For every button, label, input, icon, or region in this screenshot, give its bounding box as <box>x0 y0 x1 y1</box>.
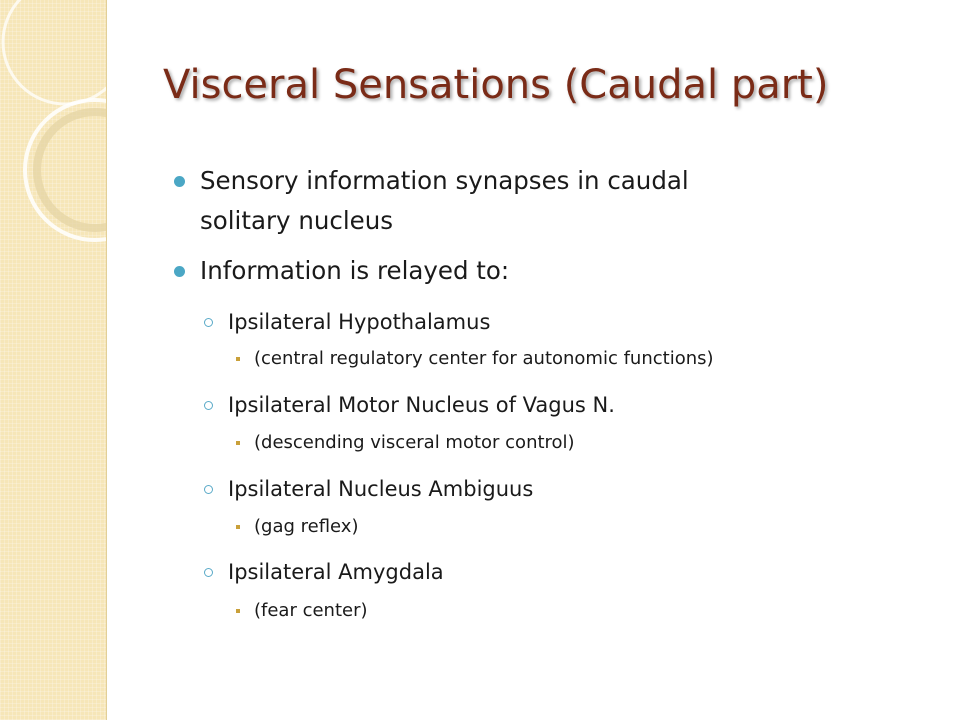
relay-nucleus-ambiguus: Ipsilateral Nucleus Ambiguus <box>228 477 534 501</box>
relay-vagus-motor-note: (descending visceral motor control) <box>254 432 575 453</box>
decorative-side-band <box>0 0 107 720</box>
bullet-dot-icon <box>174 266 185 277</box>
bullet-ring-icon <box>204 401 213 410</box>
bullet-square-icon <box>236 441 240 445</box>
bullet-square-icon <box>236 609 240 613</box>
bullet-relayed: Information is relayed to: <box>200 256 510 285</box>
bullet-square-icon <box>236 525 240 529</box>
slide-title: Visceral Sensations (Caudal part) <box>163 62 829 108</box>
relay-nucleus-ambiguus-note: (gag reflex) <box>254 516 359 537</box>
bullet-sensory-line1: Sensory information synapses in caudal <box>200 166 689 195</box>
relay-hypothalamus: Ipsilateral Hypothalamus <box>228 310 491 334</box>
decorative-circles <box>0 0 106 720</box>
relay-amygdala: Ipsilateral Amygdala <box>228 560 444 584</box>
bullet-square-icon <box>236 357 240 361</box>
bullet-ring-icon <box>204 318 213 327</box>
relay-amygdala-note: (fear center) <box>254 600 368 621</box>
relay-vagus-motor: Ipsilateral Motor Nucleus of Vagus N. <box>228 393 615 417</box>
bullet-ring-icon <box>204 568 213 577</box>
bullet-sensory-line2: solitary nucleus <box>200 206 394 235</box>
bullet-dot-icon <box>174 176 185 187</box>
bullet-ring-icon <box>204 485 213 494</box>
relay-hypothalamus-note: (central regulatory center for autonomic functions) <box>254 348 714 369</box>
